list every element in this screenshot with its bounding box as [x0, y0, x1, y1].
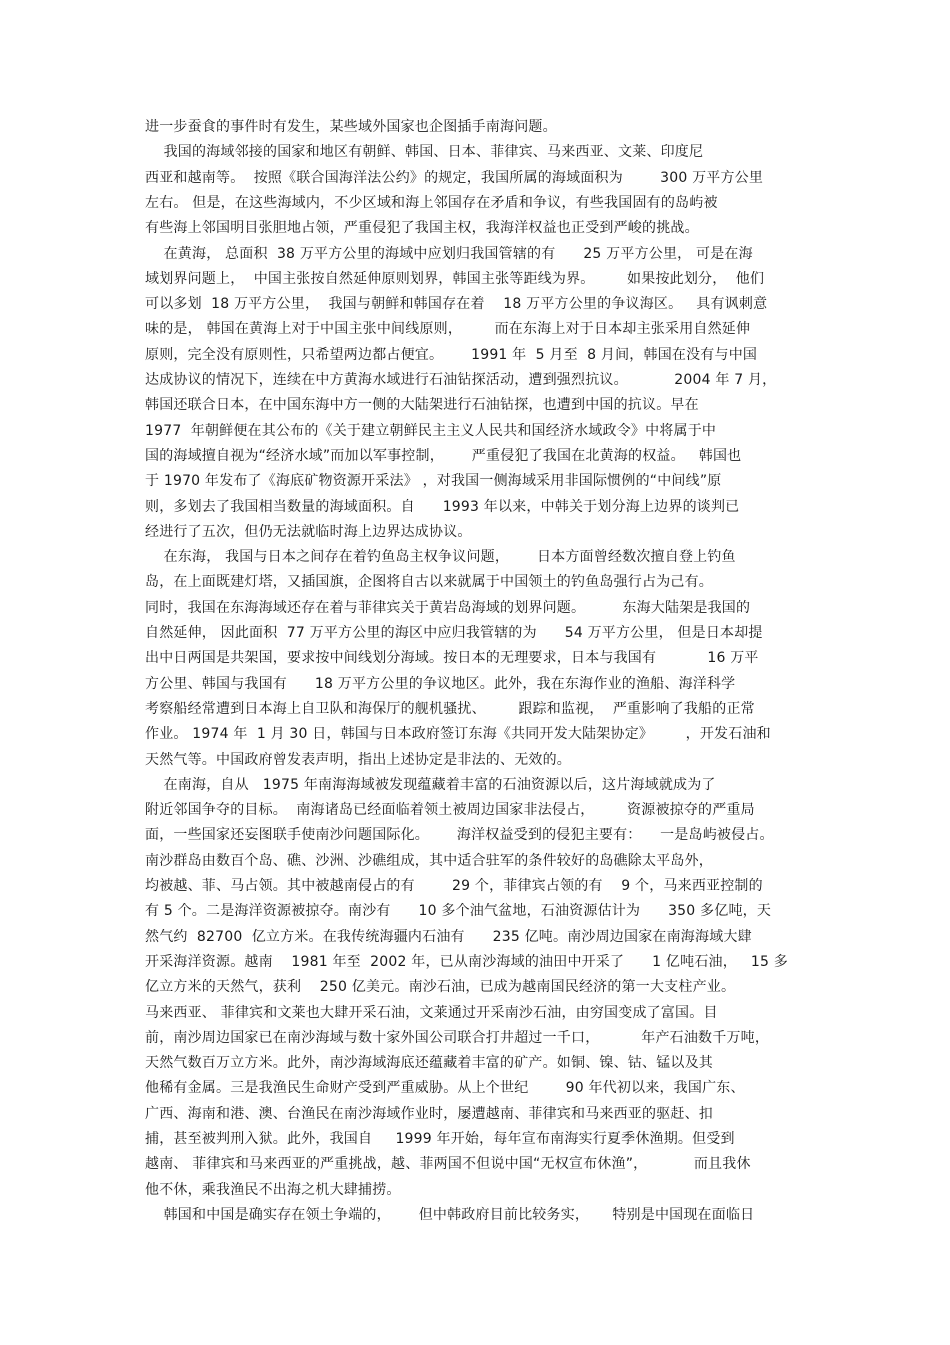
- text-line: 域划界问题上， 中国主张按自然延伸原则划界，韩国主张等距线为界。 如果按此划分， 他们: [145, 270, 765, 287]
- text-line: 广西、海南和港、澳、台渔民在南沙海域作业时，屡遭越南、菲律宾和马来西亚的驱赶、扣: [145, 1105, 713, 1122]
- text-line: 亿立方米的天然气，获利 250 亿美元。南沙石油，已成为越南国民经济的第一大支柱产业。: [145, 979, 736, 996]
- text-line: 越南、 菲律宾和马来西亚的严重挑战，越、菲两国不但说中国“无权宣布休渔”， 而且我休: [145, 1156, 751, 1173]
- text-line: 岛，在上面既建灯塔，又插国旗，企图将自古以来就属于中国领土的钓鱼岛强行占为己有。: [145, 574, 713, 591]
- text-line: 在南海，自从 1975 年南海海域被发现蕴藏着丰富的石油资源以后，这片海域就成为了: [145, 776, 716, 793]
- text-line: 作业。 1974 年 1 月 30 日，韩国与日本政府签订东海《共同开发大陆架协定》 ，开发石油和: [145, 726, 771, 743]
- text-line: 自然延伸， 因此面积 77 万平方公里的海区中应归我管辖的为 54 万平方公里， 但是日本却提: [145, 625, 763, 641]
- text-line: 国的海域擅自视为“经济水域”而加以军事控制， 严重侵犯了我国在北黄海的权益。 韩国也: [145, 447, 742, 464]
- text-line: 有 5 个。二是海洋资源被掠夺。南沙有 10 多个油气盆地，石油资源估计为 350 多亿吨，天: [145, 903, 772, 920]
- text-line: 在黄海， 总面积 38 万平方公里的海域中应划归我国管辖的有 25 万平方公里， 可是在海: [145, 245, 753, 262]
- text-line: 同时，我国在东海海域还存在着与菲律宾关于黄岩岛海域的划界问题。 东海大陆架是我国的: [145, 599, 751, 616]
- text-line: 左右。 但是，在这些海域内，不少区域和海上邻国存在矛盾和争议，有些我国固有的岛屿被: [145, 194, 718, 211]
- text-line: 于 1970 年发布了《海底矿物资源开采法》 ，对我国一侧海域采用非国际惯例的“中间线”原: [145, 473, 722, 490]
- text-line: 韩国和中国是确实存在领土争端的， 但中韩政府目前比较务实， 特别是中国现在面临日: [145, 1206, 755, 1223]
- text-line: 则，多划去了我国相当数量的海域面积。自 1993 年以来，中韩关于划分海上边界的谈判已: [145, 498, 740, 515]
- text-line: 我国的海域邻接的国家和地区有朝鲜、韩国、日本、菲律宾、马来西亚、文莱、印度尼: [145, 144, 704, 161]
- text-line: 他稀有金属。三是我渔民生命财产受到严重威胁。从上个世纪 90 年代初以来，我国广东、: [145, 1080, 745, 1097]
- text-line: 韩国还联合日本，在中国东海中方一侧的大陆架进行石油钻探，也遭到中国的抗议。早在: [145, 397, 699, 414]
- text-line: 可以多划 18 万平方公里， 我国与朝鲜和韩国存在着 18 万平方公里的争议海区。 具有讽刺意: [145, 296, 768, 313]
- text-line: 附近邻国争夺的目标。 南海诸岛已经面临着领土被周边国家非法侵占， 资源被掠夺的严重局: [145, 802, 755, 819]
- text-line: 均被越、菲、马占领。其中被越南侵占的有 29 个，菲律宾占领的有 9 个，马来西亚控制的: [145, 878, 763, 894]
- text-line: 开采海洋资源。越南 1981 年至 2002 年，已从南沙海域的油田中开采了 1 亿吨石油， 15 多: [145, 953, 788, 970]
- text-line: 达成协议的情况下，连续在中方黄海水域进行石油钻探活动，遭到强烈抗议。 2004 年 7 月，: [145, 372, 777, 388]
- text-line: 马来西亚、 菲律宾和文莱也大肆开采石油，文莱通过开采南沙石油，由穷国变成了富国。目: [145, 1004, 718, 1021]
- text-line: 前，南沙周边国家已在南沙海域与数十家外国公司联合打井超过一千口， 年产石油数千万吨，: [145, 1029, 770, 1046]
- text-line: 出中日两国是共架国，要求按中间线划分海域。按日本的无理要求，日本与我国有 16 万平: [145, 650, 759, 667]
- text-line: 南沙群岛由数百个岛、礁、沙洲、沙礁组成，其中适合驻军的条件较好的岛礁除太平岛外，: [145, 852, 713, 869]
- text-line: 味的是， 韩国在黄海上对于中国主张中间线原则， 而在东海上对于日本却主张采用自然延伸: [145, 321, 751, 338]
- text-line: 方公里、韩国与我国有 18 万平方公里的争议地区。此外，我在东海作业的渔船、海洋科学: [145, 675, 736, 692]
- text-line: 他不休，乘我渔民不出海之机大肆捕捞。: [145, 1181, 401, 1198]
- text-line: 原则，完全没有原则性，只希望两边都占便宜。 1991 年 5 月至 8 月间，韩国在没有与中国: [145, 346, 758, 363]
- text-line: 天然气数百万立方米。此外，南沙海域海底还蕴藏着丰富的矿产。如铜、镍、钴、锰以及其: [145, 1055, 713, 1072]
- text-line: 在东海， 我国与日本之间存在着钓鱼岛主权争议问题， 日本方面曾经数次擅自登上钓鱼: [145, 549, 736, 566]
- text-line: 进一步蚕食的事件时有发生，某些域外国家也企图插手南海问题。: [145, 119, 557, 135]
- text-line: 捕，甚至被判刑入狱。此外，我国自 1999 年开始，每年宣布南海实行夏季休渔期。但受到: [145, 1131, 735, 1147]
- text-line: 面，一些国家还妄图联手使南沙问题国际化。 海洋权益受到的侵犯主要有： 一是岛屿被侵占。: [145, 827, 774, 844]
- text-line: 然气约 82700 亿立方米。在我传统海疆内石油有 235 亿吨。南沙周边国家在南海海域大肆: [145, 928, 752, 945]
- text-line: 经进行了五次，但仍无法就临时海上边界达成协议。: [145, 523, 472, 540]
- text-line: 考察船经常遭到日本海上自卫队和海保厅的舰机骚扰、 跟踪和监视， 严重影响了我船的正常: [145, 700, 755, 717]
- text-line: 西亚和越南等。 按照《联合国海洋法公约》的规定，我国所属的海域面积为 300 万平方公里: [145, 169, 764, 186]
- text-line: 1977 年朝鲜便在其公布的《关于建立朝鲜民主主义人民共和国经济水域政令》中将属于中: [145, 422, 717, 439]
- text-line: 有些海上邻国明目张胆地占领，严重侵犯了我国主权，我海洋权益也正受到严峻的挑战。: [145, 220, 699, 237]
- text-line: 天然气等。中国政府曾发表声明，指出上述协定是非法的、无效的。: [145, 751, 571, 768]
